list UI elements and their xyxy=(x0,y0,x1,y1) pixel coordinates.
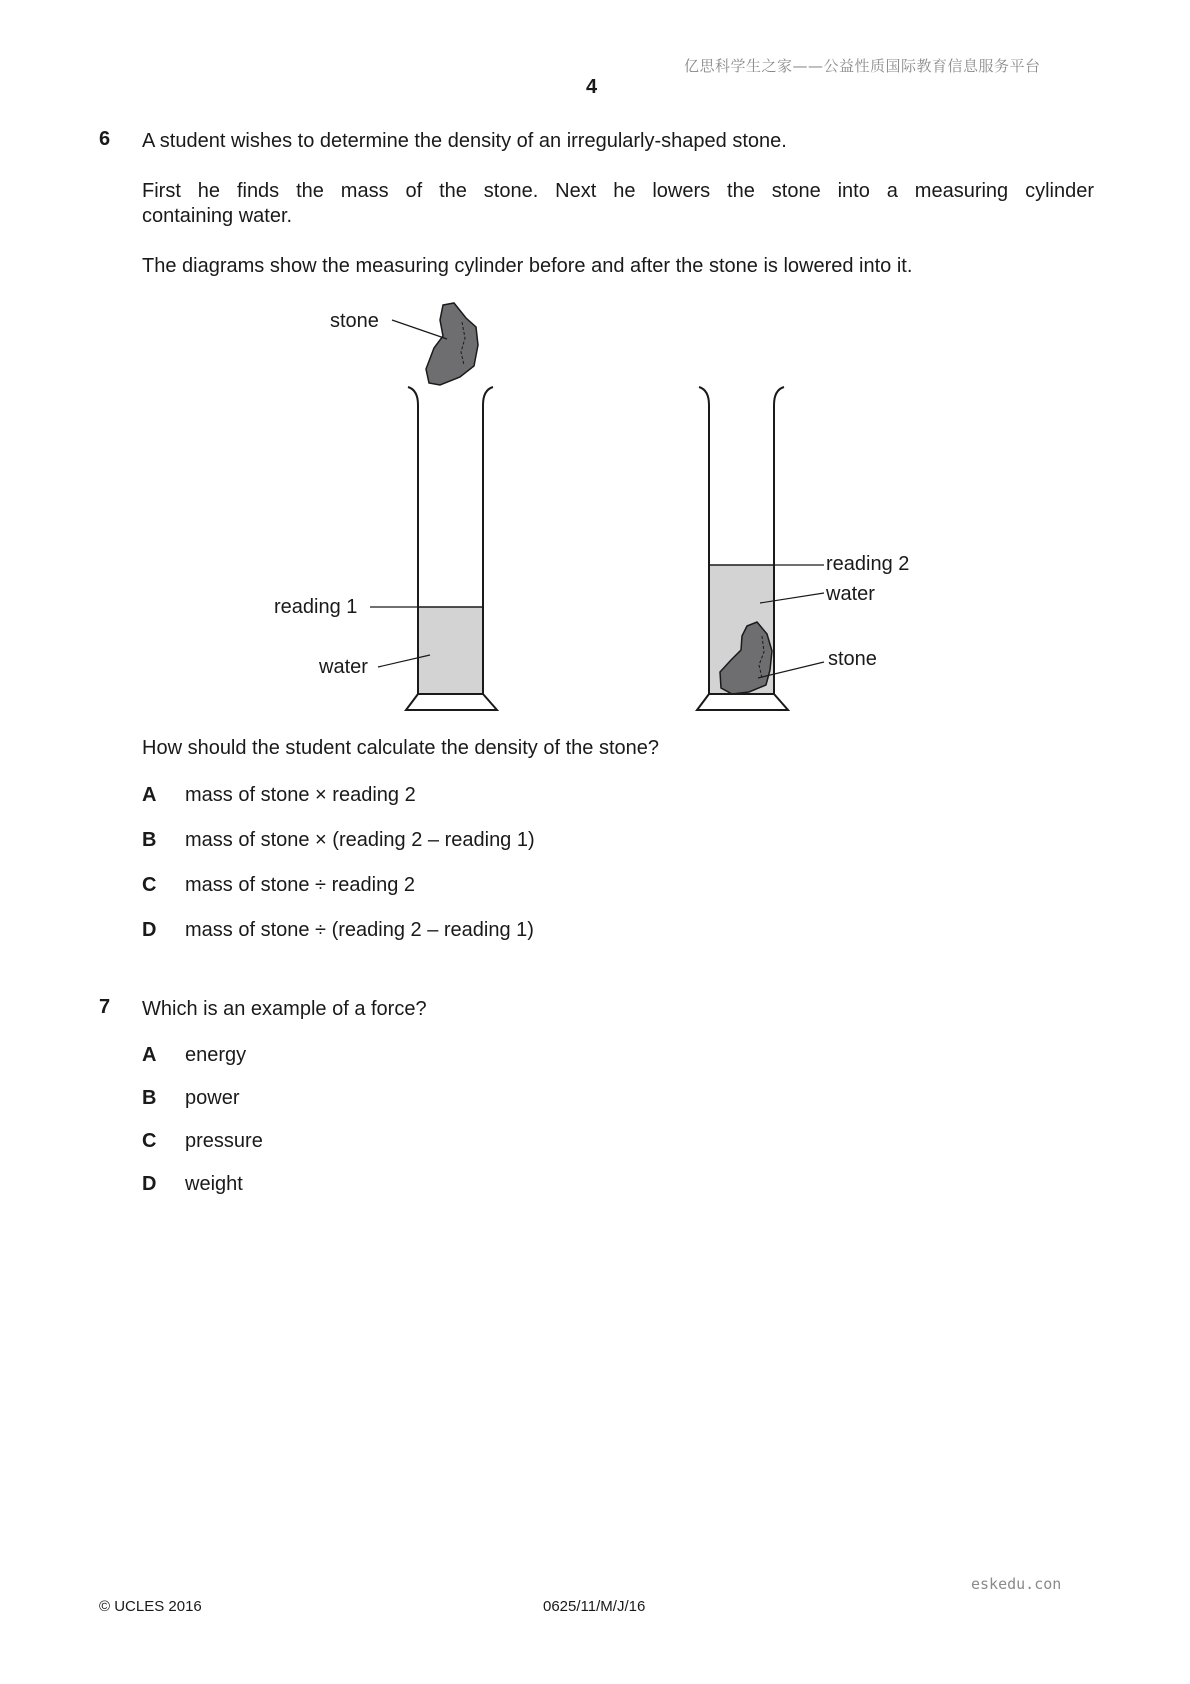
q6-option-a-letter: A xyxy=(142,784,157,806)
q6-option-b-letter: B xyxy=(142,829,157,851)
q6-option-a-text: mass of stone × reading 2 xyxy=(185,784,416,806)
q7-option-d-text: weight xyxy=(185,1173,243,1195)
question-6-stem-line-2b: containing water. xyxy=(142,205,293,227)
footer-copyright: © UCLES 2016 xyxy=(99,1598,202,1615)
question-6-stem-line-1: A student wishes to determine the density of an irregularly-shaped stone. xyxy=(142,130,787,152)
q7-option-b-text: power xyxy=(185,1087,240,1109)
footer-watermark: eskedu.con xyxy=(971,1575,1062,1593)
left-cylinder-wall-left xyxy=(408,387,418,694)
label-water-right: water xyxy=(826,583,875,605)
q6-option-d-letter: D xyxy=(142,919,157,941)
q7-option-b-letter: B xyxy=(142,1087,157,1109)
left-cylinder-base xyxy=(406,694,497,710)
label-stone-top: stone xyxy=(330,310,379,332)
q7-option-d-letter: D xyxy=(142,1173,157,1195)
q6-option-c-letter: C xyxy=(142,874,157,896)
q7-option-a-letter: A xyxy=(142,1044,157,1066)
right-cylinder-wall-right xyxy=(774,387,784,694)
q7-option-a-text: energy xyxy=(185,1044,247,1066)
q6-option-b-text: mass of stone × (reading 2 – reading 1) xyxy=(185,829,535,851)
label-reading-1: reading 1 xyxy=(274,596,358,618)
q6-option-c-text: mass of stone ÷ reading 2 xyxy=(185,874,415,896)
question-7-prompt: Which is an example of a force? xyxy=(142,998,427,1020)
footer-paper-code: 0625/11/M/J/16 xyxy=(543,1598,646,1615)
left-cylinder-wall-right xyxy=(483,387,493,694)
leader-stone-top xyxy=(392,320,447,339)
label-stone-right: stone xyxy=(828,648,877,670)
stone-top-shape xyxy=(426,303,478,385)
question-6-prompt: How should the student calculate the density of the stone? xyxy=(142,737,660,759)
measuring-cylinder-diagram xyxy=(0,0,1190,760)
right-cylinder-wall-left xyxy=(699,387,709,694)
q6-option-d-text: mass of stone ÷ (reading 2 – reading 1) xyxy=(185,919,534,941)
question-6-stem-line-2a: First he finds the mass of the stone. Next he lowers the stone into a measuring cylinder xyxy=(142,180,1094,202)
label-reading-2: reading 2 xyxy=(826,553,910,575)
question-7-number: 7 xyxy=(99,996,111,1018)
label-water-left: water xyxy=(319,656,368,678)
q7-option-c-text: pressure xyxy=(185,1130,263,1152)
q7-option-c-letter: C xyxy=(142,1130,157,1152)
left-water-fill xyxy=(418,607,483,694)
page-number: 4 xyxy=(586,76,598,98)
header-watermark: 亿思科学生之家——公益性质国际教育信息服务平台 xyxy=(684,57,1041,75)
right-cylinder-base xyxy=(697,694,788,710)
question-6-stem-line-3: The diagrams show the measuring cylinder before and after the stone is lowered into it. xyxy=(142,255,913,277)
question-6-number: 6 xyxy=(99,128,111,150)
